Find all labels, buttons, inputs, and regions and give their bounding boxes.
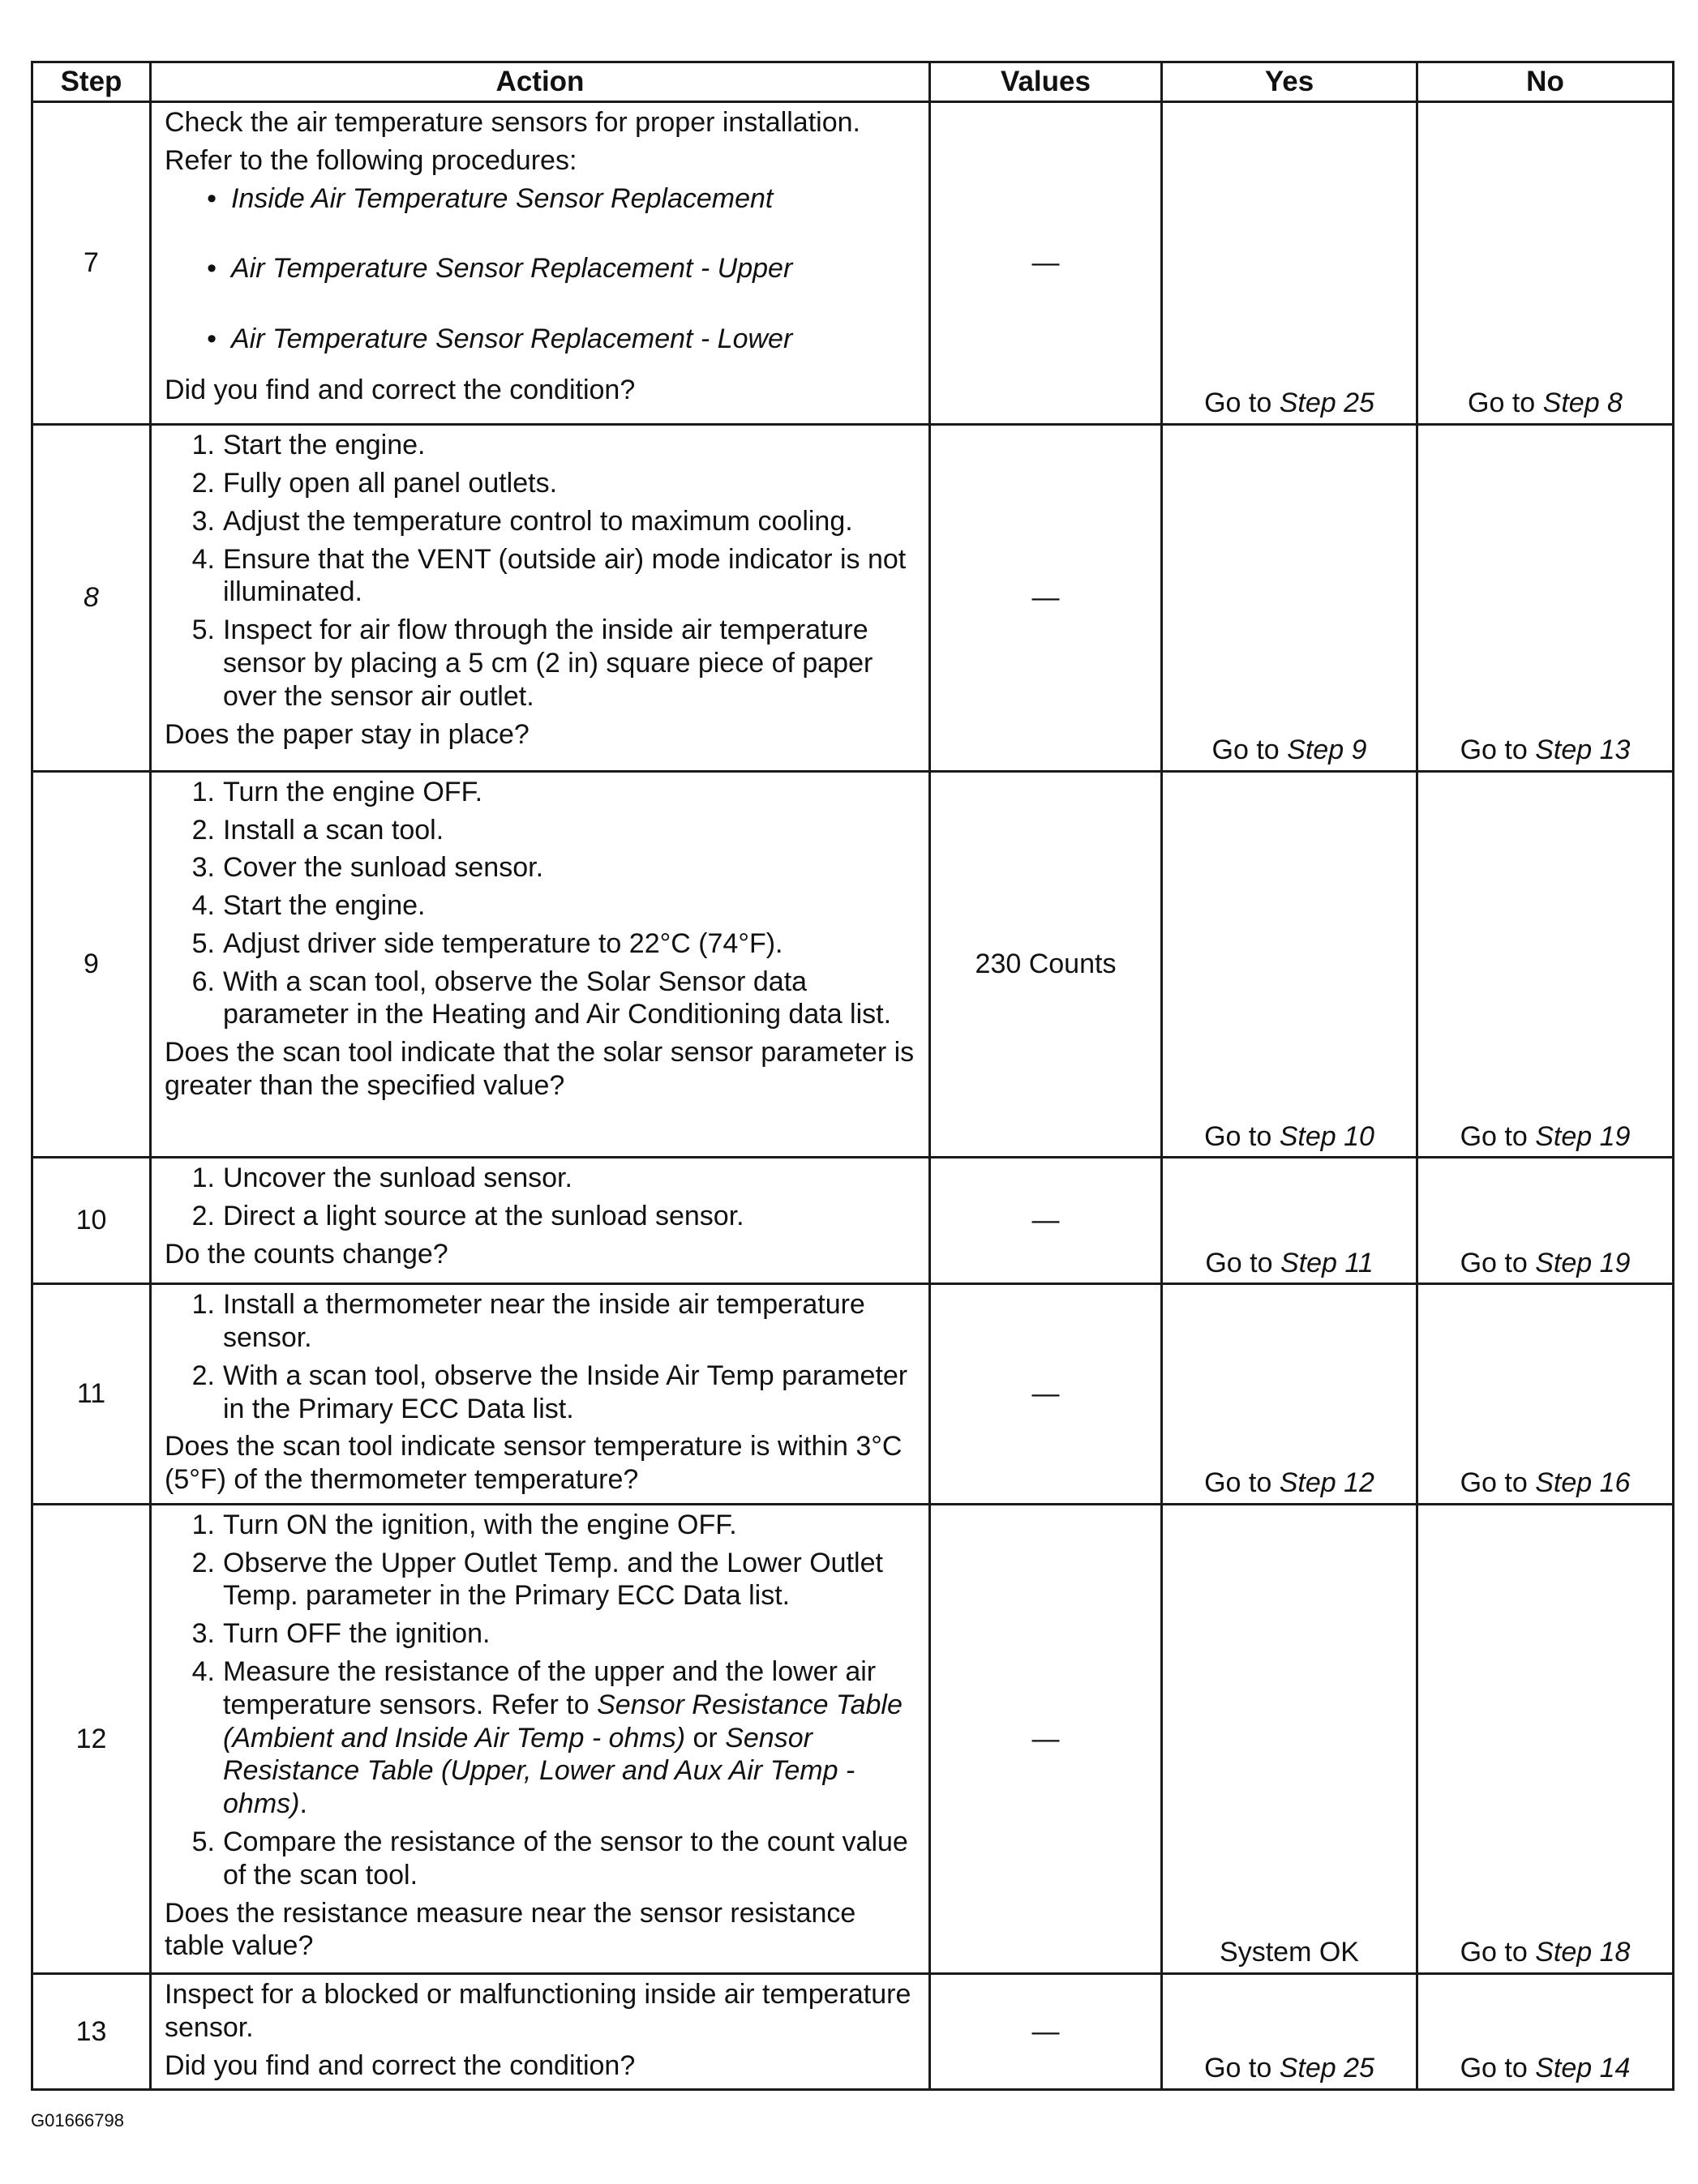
diagnostic-table — [31, 61, 1674, 2091]
value-cell: 230 Counts — [930, 771, 1162, 1158]
step-link[interactable]: Step 11 — [1280, 1247, 1374, 1278]
yes-cell — [1162, 1974, 1417, 2090]
go-to-label: Go to — [1211, 734, 1280, 765]
list-item: 5. Compare the resistance of the sensor to the count value of the scan tool. — [191, 1826, 908, 1891]
list-item: 2. Install a scan tool. — [191, 814, 444, 846]
step-link[interactable]: Step 8 — [1542, 388, 1623, 419]
value-cell: — — [930, 425, 1162, 771]
procedure-link[interactable]: Air Temperature Sensor Replacement - Lower — [231, 323, 793, 355]
step-link[interactable]: Step 13 — [1535, 734, 1631, 765]
action-text: Refer to the following procedures: — [165, 144, 577, 176]
step-link[interactable]: Step 14 — [1535, 2053, 1631, 2084]
table-row-step-8 — [32, 425, 1674, 771]
yes-cell — [1162, 425, 1417, 771]
list-item: 2. With a scan tool, observe the Inside Air Temp parameter in the Primary ECC Data list. — [191, 1360, 908, 1424]
header-action: Action — [151, 62, 930, 102]
question-text: Does the resistance measure near the sensor resistance table value? — [165, 1897, 856, 1962]
table-row-step-9 — [32, 771, 1674, 1158]
go-to-label: Go to — [1204, 2053, 1272, 2084]
list-item: 1. Uncover the sunload sensor. — [191, 1163, 572, 1194]
no-cell — [1417, 1974, 1674, 2090]
step-number: 9 — [32, 771, 151, 1158]
list-item — [165, 252, 917, 285]
list-item: 4. Start the engine. — [191, 890, 426, 922]
value-cell: — — [930, 102, 1162, 425]
step-number: 11 — [32, 1284, 151, 1505]
procedure-list — [165, 182, 917, 356]
list-item: 5. Inspect for air flow through the inside air temperature sensor by placing a 5 cm (2 in) square piece of paper over the sensor air outlet. — [191, 615, 873, 712]
table-row-step-12 — [32, 1504, 1674, 1973]
step-link[interactable]: Step 16 — [1535, 1467, 1631, 1499]
step-number: 13 — [32, 1974, 151, 2090]
action-cell — [151, 1974, 930, 2090]
no-cell — [1417, 771, 1674, 1158]
yes-cell — [1162, 102, 1417, 425]
question-text: Does the paper stay in place? — [165, 718, 530, 750]
bullet-icon: • — [207, 253, 217, 285]
question-text: Did you find and correct the condition? — [165, 374, 636, 405]
bullet-icon: • — [207, 323, 217, 355]
step-link[interactable]: Step 25 — [1279, 388, 1374, 419]
table-row-step-10 — [32, 1158, 1674, 1284]
no-cell — [1417, 1284, 1674, 1505]
list-item: 2. Observe the Upper Outlet Temp. and the Lower Outlet Temp. parameter in the Primary ECC Data list. — [191, 1547, 883, 1612]
table-row-step-11 — [32, 1284, 1674, 1505]
bullet-icon: • — [207, 182, 217, 214]
value-cell: — — [930, 1284, 1162, 1505]
question-text: Does the scan tool indicate sensor temperature is within 3°C (5°F) of the thermometer temperature? — [165, 1431, 903, 1496]
yes-cell — [1162, 1284, 1417, 1505]
action-cell — [151, 1284, 930, 1505]
step-link[interactable]: Step 9 — [1287, 734, 1367, 765]
no-cell — [1417, 1504, 1674, 1973]
instruction-list — [165, 1509, 917, 1892]
step-link[interactable]: Step 10 — [1279, 1120, 1374, 1152]
yes-cell — [1162, 1158, 1417, 1284]
instruction-list — [165, 429, 917, 713]
instruction-list — [165, 776, 917, 1032]
value-cell: — — [930, 1504, 1162, 1973]
step-link[interactable]: Step 19 — [1535, 1120, 1631, 1152]
figure-id: G01666798 — [31, 2110, 124, 2130]
list-item: 1. Start the engine. — [191, 430, 426, 461]
yes-cell — [1162, 771, 1417, 1158]
list-item: 5. Adjust driver side temperature to 22°C (74°F). — [191, 927, 783, 959]
step-number: 12 — [32, 1504, 151, 1973]
go-to-label: Go to — [1204, 388, 1272, 419]
list-item: 2. Direct a light source at the sunload sensor. — [191, 1201, 744, 1232]
go-to-label: Go to — [1204, 1120, 1272, 1152]
list-item: 3. Cover the sunload sensor. — [191, 852, 544, 884]
no-cell — [1417, 102, 1674, 425]
procedure-link[interactable]: Air Temperature Sensor Replacement - Upper — [231, 253, 793, 285]
go-to-label: Go to — [1204, 1467, 1272, 1499]
action-cell — [151, 1504, 930, 1973]
go-to-label: Go to — [1460, 1937, 1528, 1968]
list-item: 3. Turn OFF the ignition. — [191, 1618, 491, 1650]
list-item — [165, 182, 917, 216]
system-ok-label: System OK — [1220, 1937, 1359, 1968]
header-step: Step — [32, 62, 151, 102]
go-to-label: Go to — [1460, 1247, 1528, 1278]
reference-link[interactable]: Sensor Resistance Table (Ambient and Inside Air Temp - ohms) — [223, 1689, 903, 1754]
action-cell — [151, 771, 930, 1158]
step-number: 8 — [32, 425, 151, 771]
instruction-list — [165, 1288, 917, 1425]
list-item: 1. Turn the engine OFF. — [191, 776, 483, 807]
list-item: 6. With a scan tool, observe the Solar Sensor data parameter in the Heating and Air Conditioning data list. — [191, 966, 892, 1030]
no-cell — [1417, 425, 1674, 771]
no-cell — [1417, 1158, 1674, 1284]
go-to-label: Go to — [1460, 1120, 1528, 1152]
step-link[interactable]: Step 12 — [1279, 1467, 1374, 1499]
procedure-link[interactable]: Inside Air Temperature Sensor Replacement — [231, 182, 774, 214]
header-no: No — [1417, 62, 1674, 102]
action-cell — [151, 425, 930, 771]
action-text: Check the air temperature sensors for proper installation. — [165, 107, 860, 138]
list-item: 1. Turn ON the ignition, with the engine OFF. — [191, 1509, 737, 1540]
step-link[interactable]: Step 19 — [1535, 1247, 1631, 1278]
list-item: 1. Install a thermometer near the inside air temperature sensor. — [191, 1289, 865, 1354]
list-item — [165, 323, 917, 356]
go-to-label: Go to — [1205, 1247, 1273, 1278]
go-to-label: Go to — [1460, 2053, 1528, 2084]
reference-link[interactable]: Sensor Resistance Table (Upper, Lower and Aux Air Temp - ohms) — [223, 1722, 855, 1820]
go-to-label: Go to — [1460, 1467, 1528, 1499]
table-row-step-13 — [32, 1974, 1674, 2090]
list-item: 2. Fully open all panel outlets. — [191, 468, 558, 499]
list-item: 4. Ensure that the VENT (outside air) mode indicator is not illuminated. — [191, 543, 907, 608]
step-number: 10 — [32, 1158, 151, 1284]
action-cell — [151, 102, 930, 425]
header-values: Values — [930, 62, 1162, 102]
header-yes: Yes — [1162, 62, 1417, 102]
yes-cell — [1162, 1504, 1417, 1973]
list-item: 3. Adjust the temperature control to maximum cooling. — [191, 505, 853, 537]
value-cell: — — [930, 1974, 1162, 2090]
step-number: 7 — [32, 102, 151, 425]
step-link[interactable]: Step 25 — [1279, 2053, 1374, 2084]
question-text: Does the scan tool indicate that the solar sensor parameter is greater than the specified value? — [165, 1037, 915, 1102]
question-text: Did you find and correct the condition? — [165, 2049, 636, 2081]
question-text: Do the counts change? — [165, 1239, 448, 1270]
go-to-label: Go to — [1468, 388, 1536, 419]
instruction-list — [165, 1162, 917, 1233]
list-item: 4. Measure the resistance of the upper and the lower air temperature sensors. Refer to Sensor Resistance Table (Ambient and Inside Air Temp - ohms) or Sensor Resistance Table (Upper, Lower and Aux Air Temp - ohms). — [191, 1656, 903, 1820]
header-row — [32, 62, 1674, 102]
go-to-label: Go to — [1460, 734, 1528, 765]
value-cell: — — [930, 1158, 1162, 1284]
action-cell — [151, 1158, 930, 1284]
action-text: Inspect for a blocked or malfunctioning inside air temperature sensor. — [165, 1979, 911, 2043]
table-row-step-7 — [32, 102, 1674, 425]
step-link[interactable]: Step 18 — [1535, 1937, 1631, 1968]
